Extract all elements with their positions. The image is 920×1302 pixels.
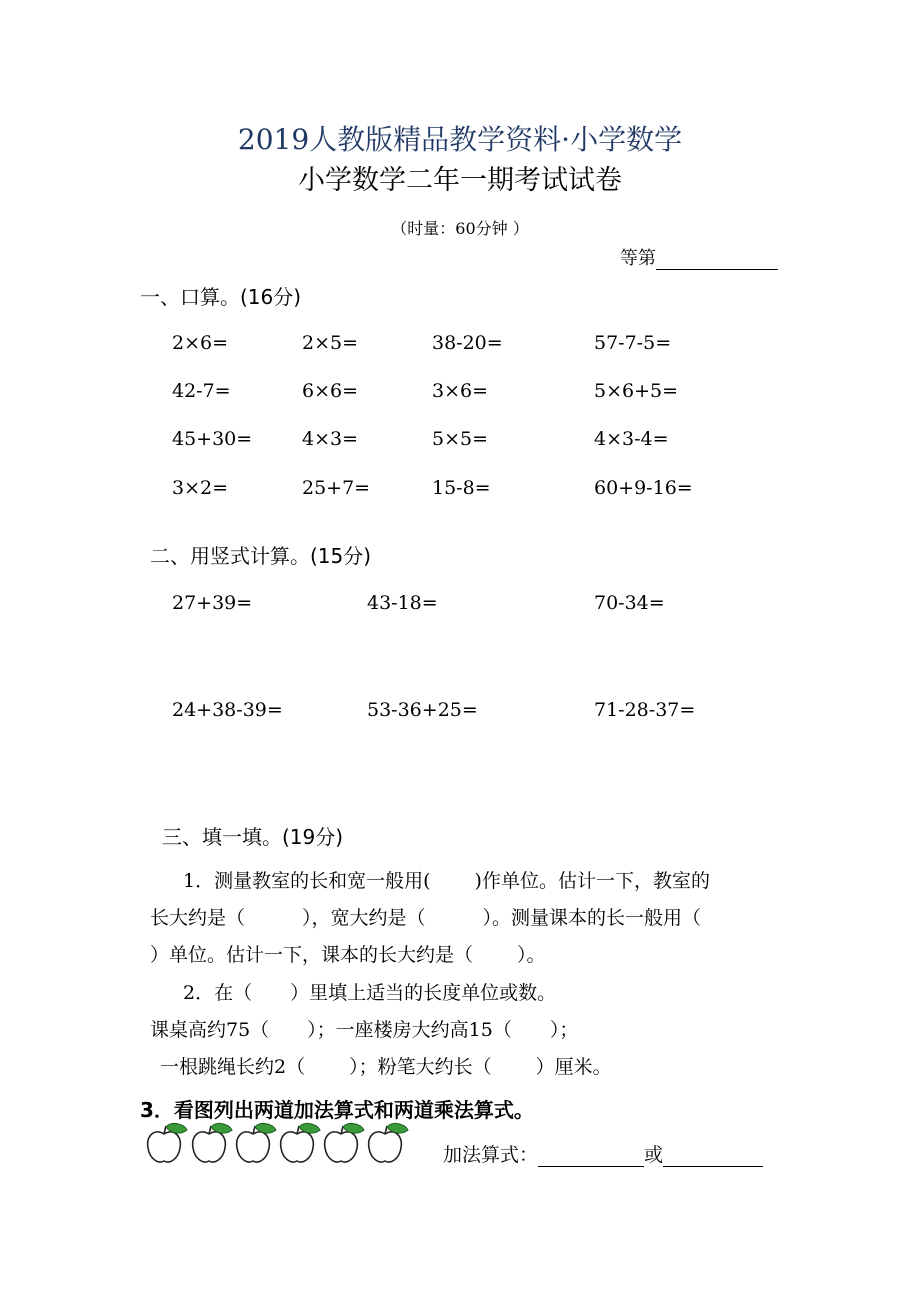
vertical-problem: 53-36+25= <box>367 699 478 721</box>
grade-field <box>620 244 778 270</box>
oral-problem: 5×6+5= <box>594 380 679 402</box>
oral-problem: 5×5= <box>432 428 489 450</box>
apples-picture <box>145 1122 415 1168</box>
apple-icon <box>148 1123 187 1162</box>
oral-problem: 38-20= <box>432 332 503 354</box>
oral-problem: 2×5= <box>302 332 359 354</box>
brand-header: 2019人教版精品教学资料·小学数学 <box>237 123 683 156</box>
apple-icon <box>325 1123 364 1162</box>
fill-line: ）单位。估计一下，课本的长大约是（ ）。 <box>150 944 546 966</box>
fill-line: 长大约是（ ），宽大约是（ ）。测量课本的长一般用（ <box>150 907 702 929</box>
section2-heading: 二、用竖式计算。(15分) <box>150 544 372 568</box>
apple-icon <box>369 1123 408 1162</box>
apple-icon <box>193 1123 232 1162</box>
addition-blank-1[interactable] <box>538 1146 644 1167</box>
oral-problem: 60+9-16= <box>594 477 693 499</box>
section3-heading: 三、填一填。(19分) <box>162 825 344 849</box>
addition-answer-row <box>443 1140 763 1167</box>
page-title: 小学数学二年一期考试试卷 <box>298 165 622 196</box>
oral-problem: 45+30= <box>172 428 253 450</box>
oral-problem: 4×3= <box>302 428 359 450</box>
vertical-problem: 71-28-37= <box>594 699 696 721</box>
addition-label: 加法算式： <box>443 1144 539 1166</box>
oral-problem: 3×2= <box>172 477 229 499</box>
apple-icon <box>237 1123 276 1162</box>
addition-blank-2[interactable] <box>663 1146 763 1167</box>
grade-blank[interactable] <box>656 249 778 270</box>
vertical-problem: 24+38-39= <box>172 699 283 721</box>
oral-problem: 15-8= <box>432 477 491 499</box>
oral-problem: 25+7= <box>302 477 371 499</box>
vertical-problem: 70-34= <box>594 592 665 614</box>
fill-line: 1．测量教室的长和宽一般用( )作单位。估计一下，教室的 <box>183 870 710 892</box>
oral-problem: 6×6= <box>302 380 359 402</box>
oral-problem: 57-7-5= <box>594 332 672 354</box>
oral-problem: 2×6= <box>172 332 229 354</box>
oral-problem: 42-7= <box>172 380 231 402</box>
fill-line: 2．在（ ）里填上适当的长度单位或数。 <box>183 982 557 1004</box>
question3-heading: 3．看图列出两道加法算式和两道乘法算式。 <box>140 1098 534 1122</box>
oral-problem: 4×3-4= <box>594 428 669 450</box>
section1-heading: 一、口算。(16分) <box>140 285 302 309</box>
vertical-problem: 43-18= <box>367 592 438 614</box>
or-label: 或 <box>644 1144 664 1166</box>
fill-line: 课桌高约75（ ）；一座楼房大约高15（ ）； <box>150 1019 579 1041</box>
time-note: （时量：60分钟 ） <box>391 219 529 238</box>
vertical-problem: 27+39= <box>172 592 253 614</box>
fill-line: 一根跳绳长约2（ ）；粉笔大约长（ ）厘米。 <box>160 1056 612 1078</box>
oral-problem: 3×6= <box>432 380 489 402</box>
apple-icon <box>281 1123 320 1162</box>
grade-label: 等第 <box>620 248 656 269</box>
